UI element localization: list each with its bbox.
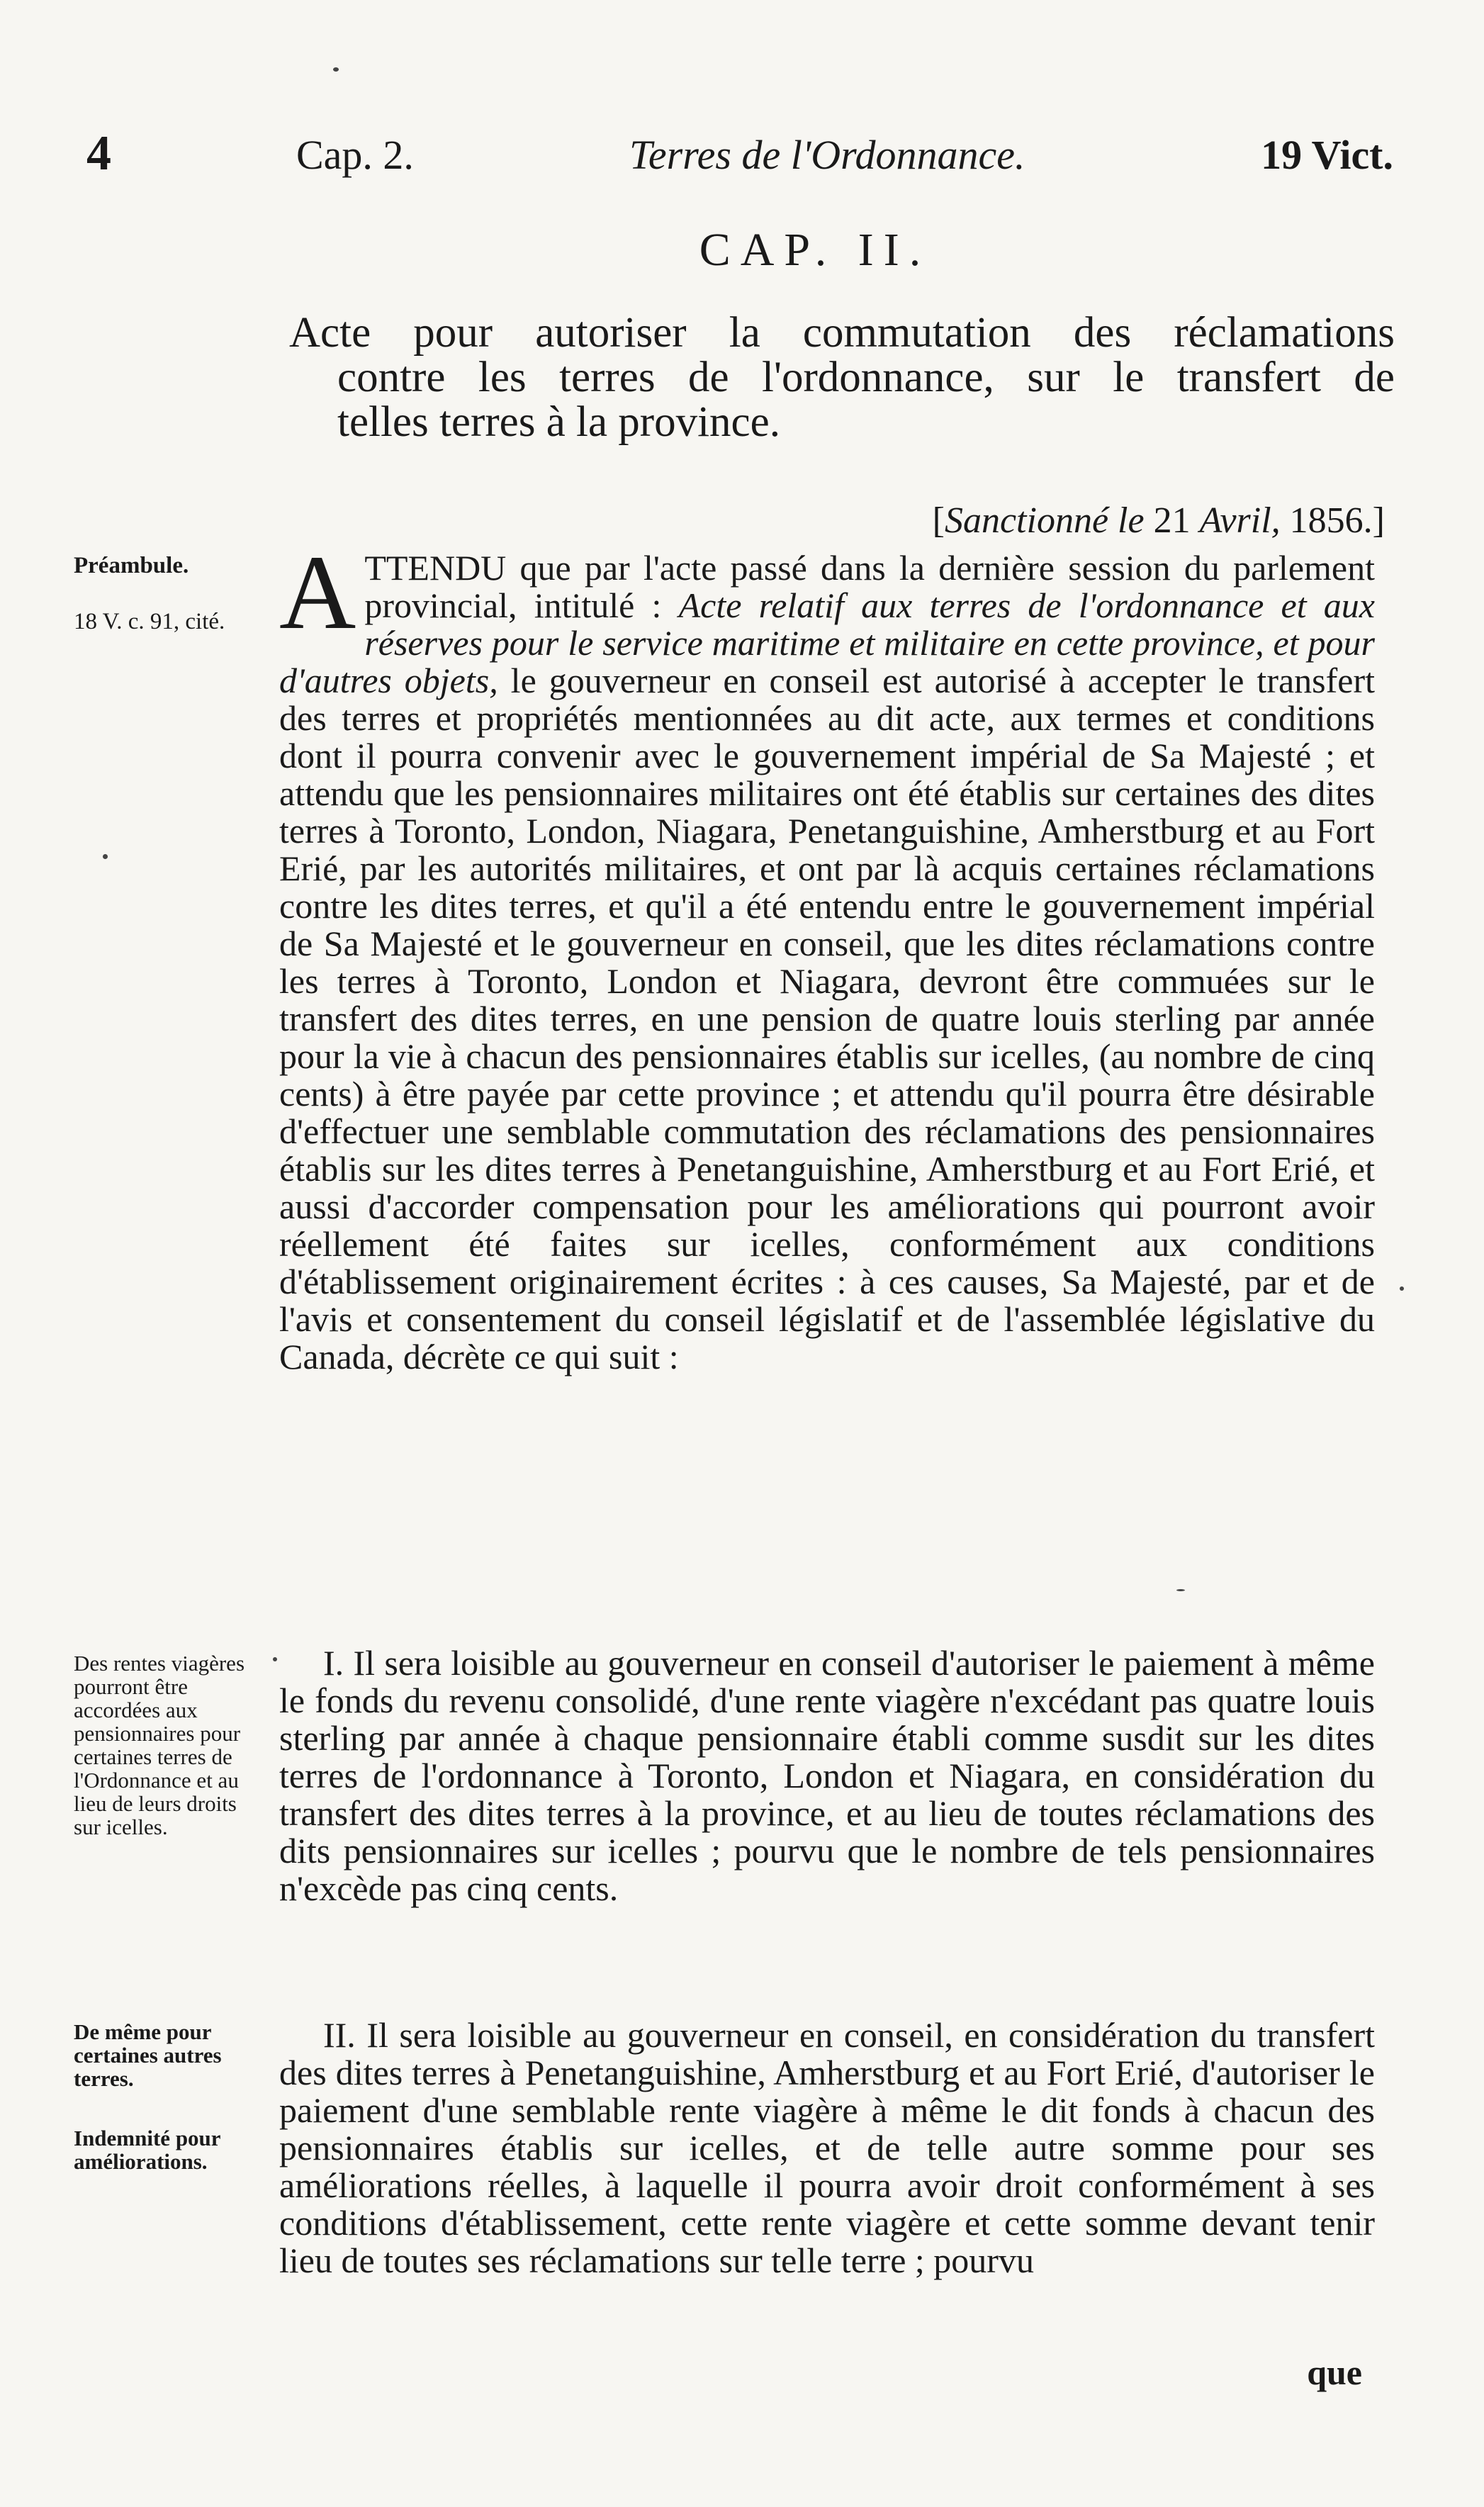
margin-note-de-meme: De même pour certaines autres terres. [74,2019,222,2091]
chapter-heading: CAP. II. [699,224,931,276]
catchword: que [1307,2352,1362,2392]
scan-speck [273,1657,277,1661]
sanction-year: 1856.] [1289,500,1385,541]
sanction-bracket: [ [932,500,945,541]
header-year: 19 Vict. [1261,132,1393,178]
preamble-paragraph [279,534,1376,1376]
sanction-text: Sanctionné le [944,500,1145,541]
section-1 [279,1644,1375,1907]
drop-cap: A [279,534,356,651]
section-1-number: I. [323,1643,344,1683]
header-chapter: Cap. 2. [296,132,414,178]
sanction-date [933,500,1385,542]
section-2 [279,2017,1375,2279]
running-title: Terres de l'Ordonnance. [629,132,1025,178]
margin-note-citation: 18 V. c. 91, cité. [74,609,225,634]
scan-speck [103,854,108,859]
act-title [289,310,1395,444]
scan-speck [333,67,339,72]
sanction-day: 21 [1153,500,1191,541]
scan-speck [1176,1589,1185,1591]
preamble-act-name: Acte relatif aux terres de l'ordonnance et aux réserves pour le service maritime et militaire en cette province, et pour d'autres objets, [279,585,1375,700]
section-1-text: Il sera loisible au gouverneur en conseil d'autoriser le paiement à même le fonds du revenu consolidé, d'une rente viagère n'excédant pas quatre louis sterling par année à chaque pensionnaire établi comme susdit sur les dites terres de l'ordonnance à Toronto, London et Niagara, en considération du transfert des dites terres à la province, et au lieu de toutes réclamations des dits pensionnaires sur icelles ; pourvu que le nombre de tels pensionnaires n'excède pas cinq cents. [279,1643,1375,1908]
section-2-text: Il sera loisible au gouverneur en conseil, en considération du transfert des dites terres à Penetanguishine, Amherstburg et au Fort Erié, d'autoriser le paiement d'une semblable rente viagère à même le dit fonds à chacun des pensionnaires établis sur icelles, et de telle autre somme pour ses améliorations réelles, à laquelle il pourra avoir droit conformément à ses conditions d'établissement, cette rente viagère et cette somme devant tenir lieu de toutes ses réclamations sur telle terre ; pourvu [279,2015,1376,2280]
margin-note-indemnite: Indemnité pour améliorations. [74,2126,220,2174]
sanction-month: Avril, [1199,500,1281,541]
scan-speck [1400,1286,1404,1291]
preamble-text-2: le gouverneur en conseil est autorisé à accepter le transfert des terres et propriétés mentionnées au dit acte, aux termes et conditions dont il pourra convenir avec le gouvernement impérial de Sa Majesté ; et attendu que les pensionnaires militaires ont été établis sur certaines des dites terres à Toronto, London, Niagara, Penetanguishine, Amherstburg et au Fort Erié, par les autorités militaires, et ont par là acquis certaines réclamations contre les dites terres, et qu'il a été entendu entre le gouvernement impérial de Sa Majesté et le gouverneur en conseil, que les dites réclamations contre les terres à Toronto, London et Niagara, devront être commuées sur le transfert des dites terres, en une pension de quatre louis sterling par année pour la vie à chacun des pensionnaires établis sur icelles, (au nombre de cinq cents) à être payée par cette province ; et attendu qu'il pourra être désirable d'effectuer une semblable commutation des réclamations des pensionnaires établis sur les dites terres à Penetanguishine, Amherstburg et au Fort Erié, et aussi d'accorder compensation pour les améliorations qui pourront avoir réellement été faites sur icelles, conformément aux conditions d'établissement originairement écrites : à ces causes, Sa Majesté, par et de l'avis et consentement du conseil législatif et de l'assemblée législative du Canada, décrète ce qui suit : [279,661,1376,1376]
section-2-number: II. [323,2015,356,2055]
margin-note-preamble: Préambule. [74,553,189,578]
margin-note-rentes: Des rentes viagères pourront être accordées aux pensionnaires pour certaines terres de l'Ordonnance et au lieu de leurs droits sur icelles. [74,1651,245,1839]
act-title-line-1: Acte pour autoriser la commutation des réclamations [289,309,1395,357]
preamble-text-1: TTENDU que par l'acte passé dans la dernière session du parlement provincial, intitulé : [364,548,1375,625]
act-title-line-2: contre les terres de l'ordonnance, sur le transfert de [337,354,1395,401]
page-number: 4 [86,126,111,181]
act-title-line-3: telles terres à la province. [337,398,780,446]
